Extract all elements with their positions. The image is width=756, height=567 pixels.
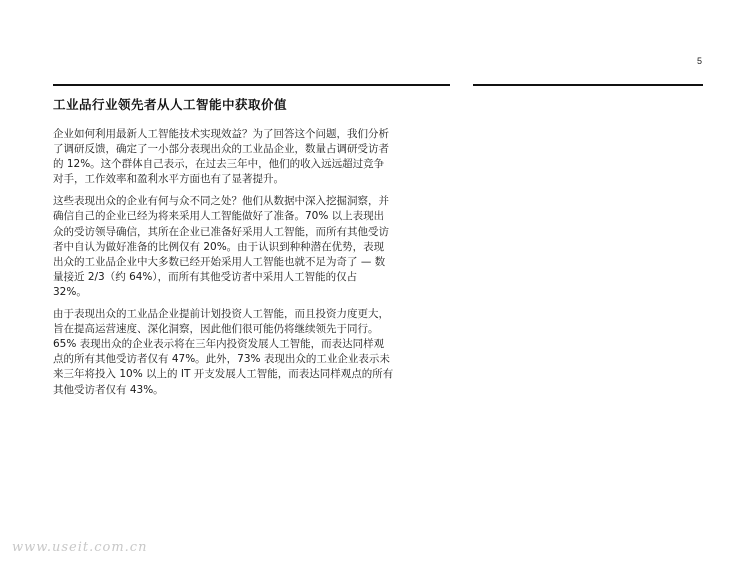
text-line: 这些表现出众的企业有何与众不同之处？他们从数据中深入挖掘洞察，并 <box>53 195 389 208</box>
text-line: 出众的工业品企业中大多数已经开始采用人工智能也就不足为奇了 — 数 <box>53 255 386 268</box>
text-line: 32%。 <box>53 285 87 298</box>
body-text <box>53 127 453 405</box>
text-line: 企业如何利用最新人工智能技术实现效益？为了回答这个问题，我们分析 <box>53 128 389 140</box>
paragraph-1 <box>53 127 453 187</box>
text-line: 了调研反馈，确定了一小部分表现出众的工业品企业，数量占调研受访者 <box>53 143 389 156</box>
text-line: 量接近 2/3（约 64%），而所有其他受访者中采用人工智能的仅占 <box>53 270 358 283</box>
text-line: 者中自认为做好准备的比例仅有 20%。由于认识到种种潜在优势，表现 <box>53 240 385 253</box>
text-line: 确信自己的企业已经为将来采用人工智能做好了准备。70% 以上表现出 <box>53 210 385 223</box>
section-heading: 工业品行业领先者从人工智能中获取价值 <box>53 97 288 112</box>
text-line: 来三年将投入 10% 以上的 IT 开支发展人工智能，而表达同样观点的所有 <box>53 368 394 381</box>
text-line: 其他受访者仅有 43%。 <box>53 383 164 396</box>
page-number: 5 <box>697 56 703 66</box>
text-line: 点的所有其他受访者仅有 47%。此外，73% 表现出众的工业企业表示未 <box>53 353 390 366</box>
header-rule-left <box>53 84 450 86</box>
paragraph-3 <box>53 307 453 398</box>
text-line: 的 12%。这个群体自己表示，在过去三年中，他们的收入远远超过竞争 <box>53 158 385 171</box>
text-line: 65% 表现出众的企业表示将在三年内投资发展人工智能，而表达同样观 <box>53 338 385 351</box>
text-line: 众的受访领导确信，其所在企业已准备好采用人工智能，而所有其他受访 <box>53 225 389 238</box>
text-line: 旨在提高运营速度、深化洞察，因此他们很可能仍将继续领先于同行。 <box>53 323 379 336</box>
text-line: 对手，工作效率和盈利水平方面也有了显著提升。 <box>53 173 284 186</box>
watermark: www.useit.com.cn <box>12 540 148 555</box>
paragraph-2 <box>53 194 453 300</box>
header-rule-right <box>473 84 703 86</box>
text-line: 由于表现出众的工业品企业提前计划投资人工智能，而且投资力度更大， <box>53 308 389 321</box>
